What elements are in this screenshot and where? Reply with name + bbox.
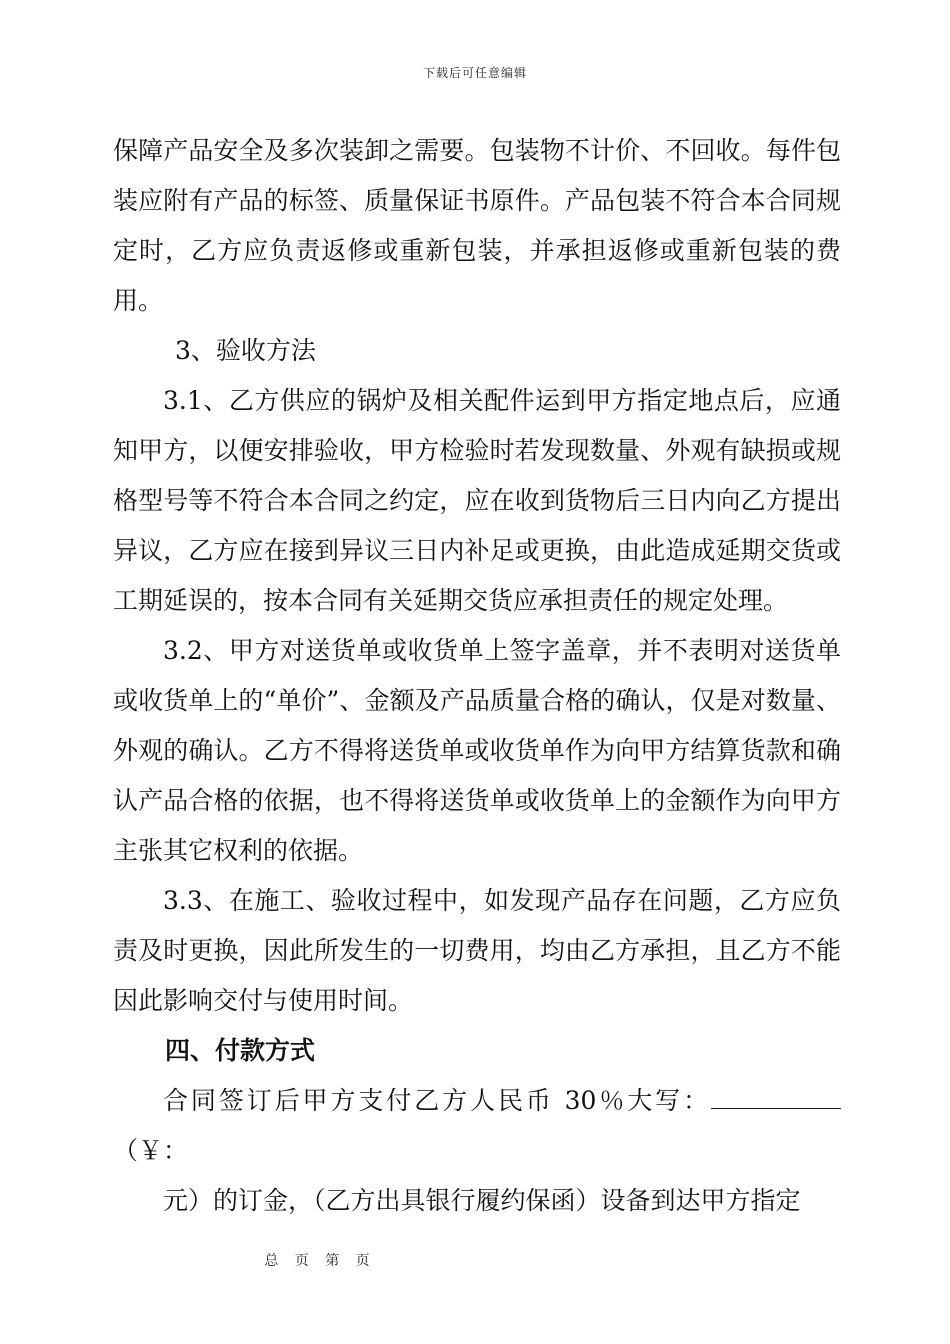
paragraph-payment-cont: 元）的订金，（乙方出具银行履约保函）设备到达甲方指定 [163,1186,801,1215]
section-heading-payment: 四、付款方式 [165,1036,316,1065]
page-header: 下载后可任意编辑 [422,66,527,80]
amount-blank-line [711,1078,841,1109]
paragraph-payment [113,1076,841,1176]
section-heading-acceptance: 3、验收方法 [175,336,316,365]
payment-text-a: 合同签订后甲方支付乙方人民币 30％大写： [163,1086,711,1115]
document-body [113,126,841,1226]
payment-text-b: （￥： [113,1136,189,1165]
paragraph-packaging: 保障产品安全及多次装卸之需要。包装物不计价、不回收。每件包装应附有产品的标签、质量保证书原件。产品包装不符合本合同规定时，乙方应负责返修或重新包装，并承担返修或重新包装的费用。 [113,136,841,315]
page-footer: 总 页 第 页 [264,1253,376,1269]
paragraph-3-1: 3.1、乙方供应的锅炉及相关配件运到甲方指定地点后，应通知甲方，以便安排验收，甲方检验时若发现数量、外观有缺损或规格型号等不符合本合同之约定，应在收到货物后三日内向乙方提出异议，乙方应在接到异议三日内补足或更换，由此造成延期交货或工期延误的，按本合同有关延期交货应承担责任的规定处理。 [113,386,841,615]
paragraph-3-2: 3.2、甲方对送货单或收货单上签字盖章，并不表明对送货单或收货单上的“单价”、金额及产品质量合格的确认，仅是对数量、外观的确认。乙方不得将送货单或收货单作为向甲方结算货款和确认产品合格的依据，也不得将送货单或收货单上的金额作为向甲方主张其它权利的依据。 [113,636,841,865]
paragraph-3-3: 3.3、在施工、验收过程中，如发现产品存在问题，乙方应负责及时更换，因此所发生的一切费用，均由乙方承担，且乙方不能因此影响交付与使用时间。 [113,886,841,1015]
